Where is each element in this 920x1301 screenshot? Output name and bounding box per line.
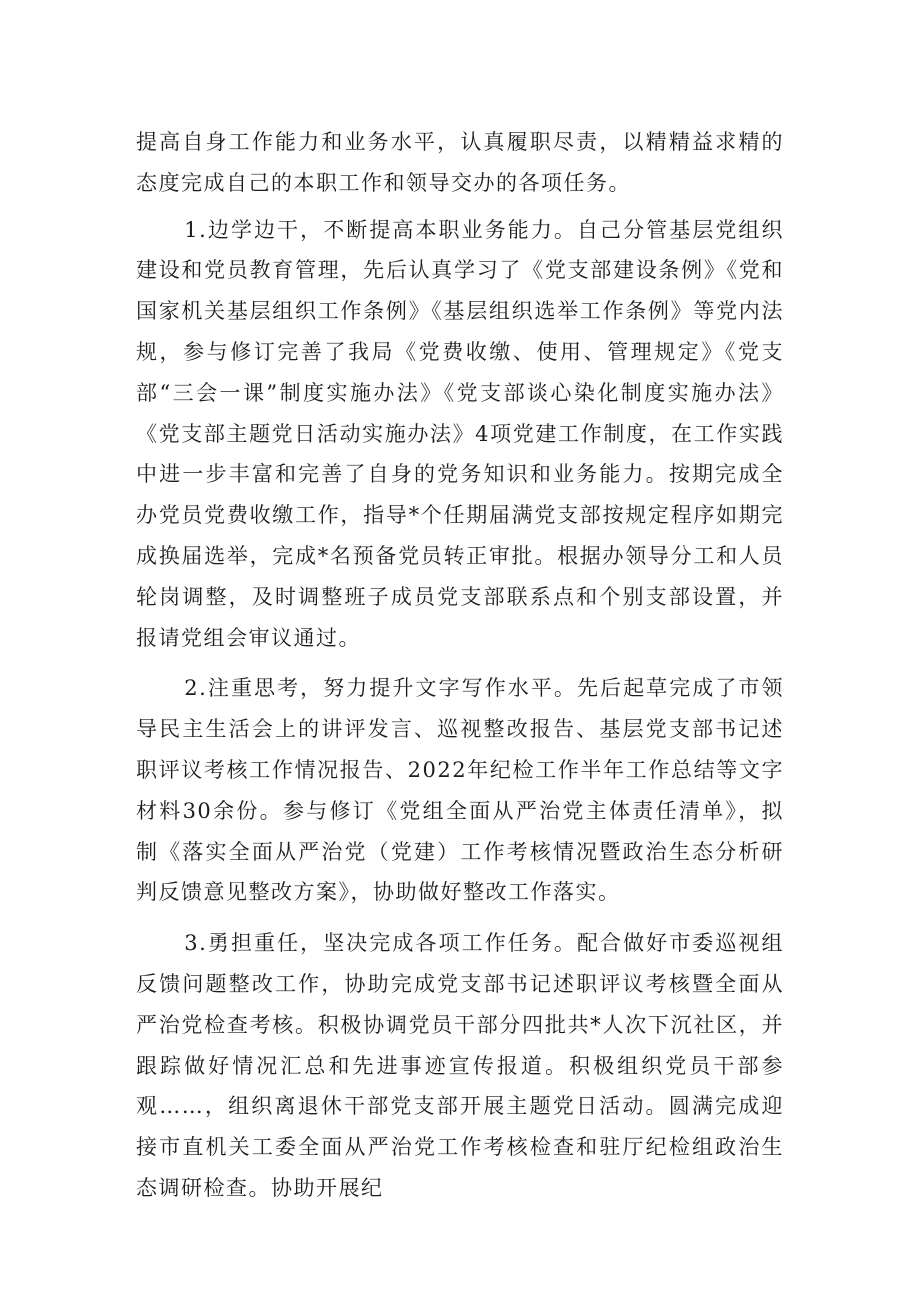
paragraph-item-1: 1.边学边干，不断提高本职业务能力。自己分管基层党组织建设和党员教育管理，先后认真学习了《党支部建设条例》《党和国家机关基层组织工作条例》《基层组织选举工作条例》等党内法规，参与修订完善了我局《党费收缴、使用、管理规定》《党支部“三会一课”制度实施办法》《党支部谈心染化制度实施办法》《党支部主题党日活动实施办法》4项党建工作制度，在工作实践中进一步丰富和完善了自身的党务知识和业务能力。按期完成全办党员党费收缴工作，指导*个任期届满党支部按规定程序如期完成换届选举，完成*名预备党员转正审批。根据办领导分工和人员轮岗调整，及时调整班子成员党支部联系点和个别支部设置，并报请党组会审议通过。 bbox=[136, 217, 784, 650]
document-body bbox=[136, 122, 784, 1219]
paragraph-item-3: 3.勇担重任，坚决完成各项工作任务。配合做好市委巡视组反馈问题整改工作，协助完成党支部书记述职评议考核暨全面从严治党检查考核。积极协调党员干部分四批共*人次下沉社区，并跟踪做好情况汇总和先进事迹宣传报道。积极组织党员干部参观……，组织离退休干部党支部开展主题党日活动。圆满完成迎接市直机关工委全面从严治党工作考核检查和驻厅纪检组政治生态调研检查。协助开展纪 bbox=[136, 931, 784, 1200]
paragraph-intro: 提高自身工作能力和业务水平，认真履职尽责，以精精益求精的态度完成自己的本职工作和领导交办的各项任务。 bbox=[136, 130, 784, 195]
paragraph-item-2: 2.注重思考，努力提升文字写作水平。先后起草完成了市领导民主生活会上的讲评发言、巡视整改报告、基层党支部书记述职评议考核工作情况报告、2022年纪检工作半年工作总结等文字材料30余份。参与修订《党组全面从严治党主体责任清单》，拟制《落实全面从严治党（党建）工作考核情况暨政治生态分析研判反馈意见整改方案》，协助做好整改工作落实。 bbox=[136, 676, 784, 905]
